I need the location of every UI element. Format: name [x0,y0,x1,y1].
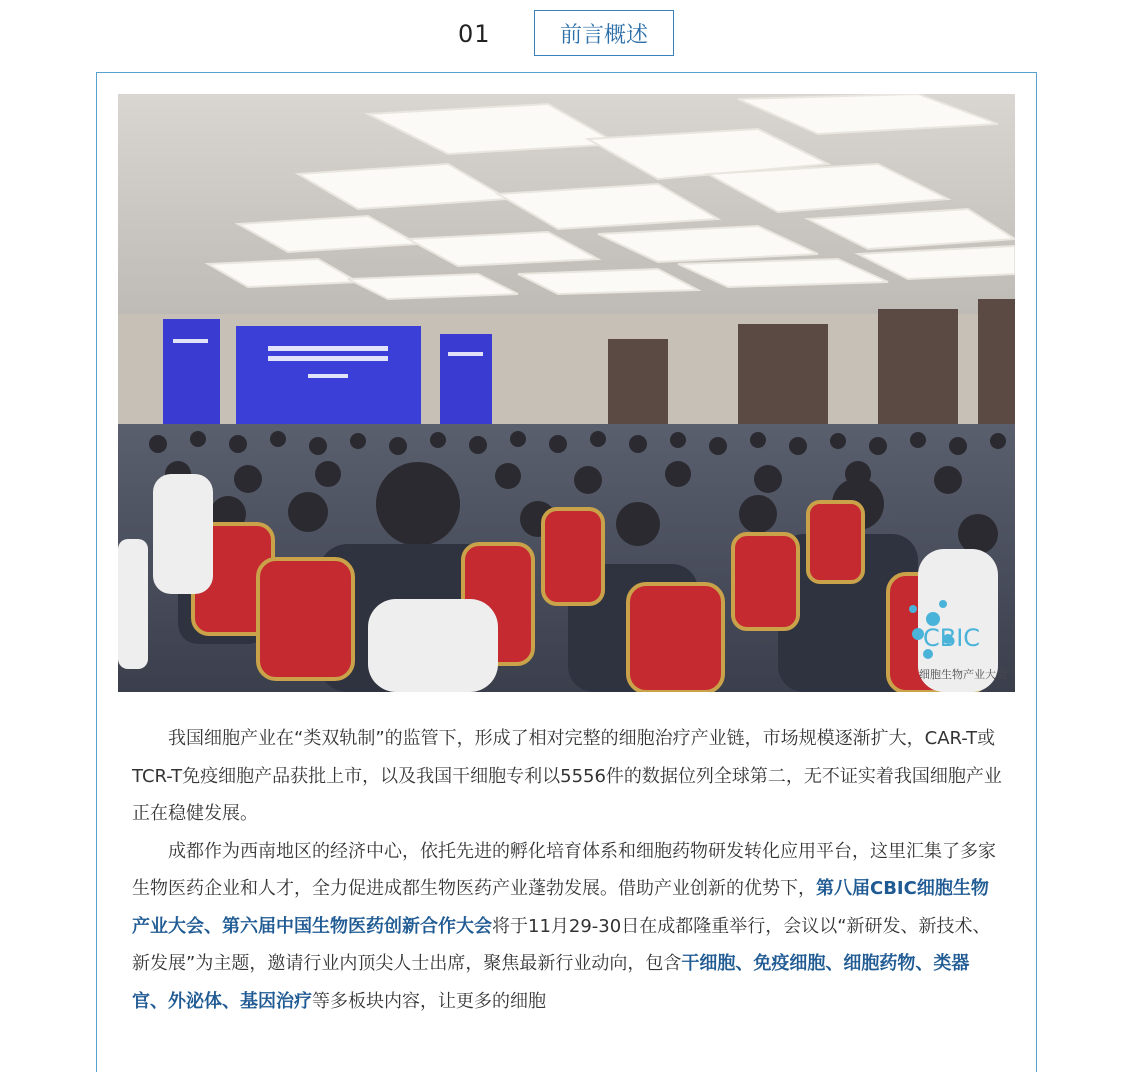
article-body [132,720,1002,1020]
paragraph-2-part-3: 等多板块内容，让更多的细胞 [312,990,546,1012]
cbic-logo [887,610,1007,682]
paragraph-2 [132,833,1002,1021]
section-title-box: 前言概述 [534,10,674,56]
paragraph-2-highlight-1: 第八届CBIC细胞生物产业大会、第六届中国生物医药创新合作大会 [132,878,989,937]
paragraph-2-part-1: 成都作为西南地区的经济中心，依托先进的孵化培育体系和细胞药物研发转化应用平台，这里汇集了多家生物医药企业和人才，全力促进成都生物医药产业蓬勃发展。借助产业创新的优势下， [132,840,996,899]
cbic-logo-text: CBIC [923,624,981,652]
paragraph-2-part-2: 将于11月29-30日在成都隆重举行，会议以“新研发、新技术、新发展”为主题，邀请行业内顶尖人士出席，聚焦最新行业动向，包含 [132,915,991,974]
paragraph-1: 我国细胞产业在“类双轨制”的监管下，形成了相对完整的细胞治疗产业链，市场规模逐渐扩大，CAR-T或TCR-T免疫细胞产品获批上市，以及我国干细胞专利以5556件的数据位列全球第二，无不证实着我国细胞产业正在稳健发展。 [132,728,1002,824]
conference-photo [118,94,1015,692]
section-number: 01 [458,20,491,48]
paragraph-2-highlight-2: 干细胞、免疫细胞、细胞药物、类器官、外泌体、基因治疗 [132,953,970,1012]
cbic-logo-sub: 细胞生物产业大会 [919,668,1007,681]
